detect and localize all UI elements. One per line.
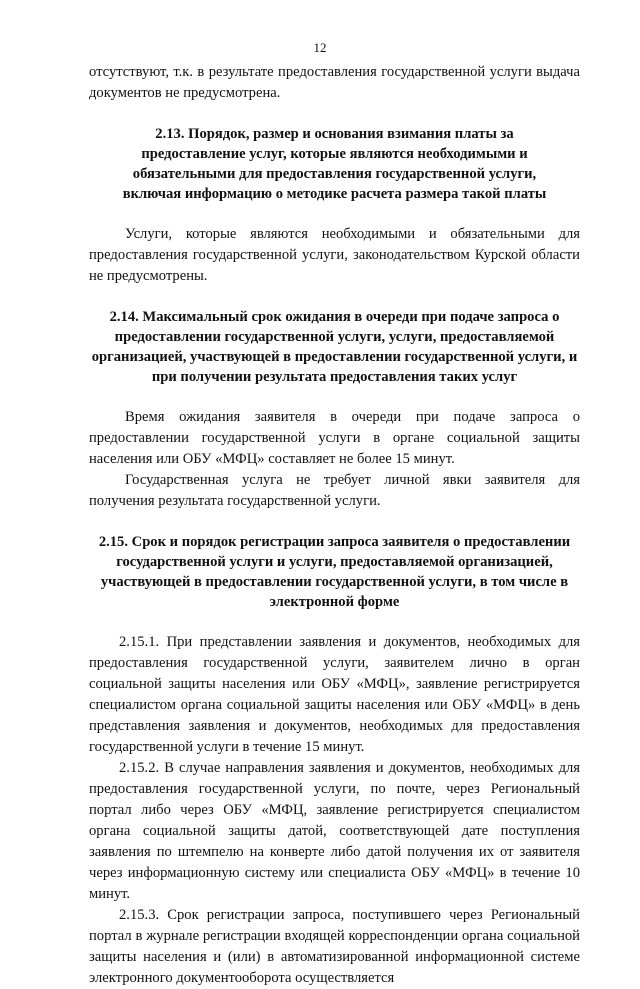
paragraph-2-14-a: Время ожидания заявителя в очереди при подаче запроса о предоставлении государственной услуги в органе социальной защиты населения или ОБУ «МФЦ» составляет не более 15 минут.	[89, 409, 580, 467]
heading-2-13: 2.13. Порядок, размер и основания взимания платы за предоставление услуг, которые являются необходимыми и обязательными для предоставления государственной услуги, включая информацию о методике расчета размера такой платы	[122, 126, 547, 202]
heading-2-14: 2.14. Максимальный срок ожидания в очереди при подаче запроса о предоставлении государственной услуги, услуги, предоставляемой организацией, участвующей в предоставлении государственной услуги, и при получении результата предоставления таких услуг	[91, 309, 578, 385]
heading-2-15: 2.15. Срок и порядок регистрации запроса заявителя о предоставлении государственной услуги и услуги, предоставляемой организацией, участвующей в предоставлении государственной услуги, в том числе в электронной форме	[98, 534, 571, 610]
paragraph-2-14-b: Государственная услуга не требует личной явки заявителя для получения результата государственной услуги.	[89, 472, 580, 509]
paragraph-2-13: Услуги, которые являются необходимыми и обязательными для предоставления государственной услуги, законодательством Курской области не предусмотрены.	[89, 226, 580, 284]
page-number: 12	[313, 40, 327, 55]
intro-paragraph: отсутствуют, т.к. в результате предоставления государственной услуги выдача документов не предусмотрена.	[89, 64, 580, 101]
document-body	[89, 62, 580, 989]
paragraph-2-15-3: 2.15.3. Срок регистрации запроса, поступившего через Региональный портал в журнале регистрации входящей корреспонденции органа социальной защиты населения и (или) в автоматизированной информационной системе электронного документооборота осуществляется	[89, 907, 580, 986]
paragraph-2-15-2: 2.15.2. В случае направления заявления и документов, необходимых для предоставления государственной услуги, по почте, через Региональный портал либо через ОБУ «МФЦ, заявление регистрируется специалистом органа социальной защиты датой, соответствующей дате поступления заявления по штемпелю на конверте либо датой получения их от заявителя через информационную систему или специалиста ОБУ «МФЦ» в течение 10 минут.	[89, 760, 580, 902]
paragraph-2-15-1: 2.15.1. При представлении заявления и документов, необходимых для предоставления государственной услуги, заявителем лично в орган социальной защиты населения или ОБУ «МФЦ», заявление регистрируется специалистом органа социальной защиты населения или ОБУ «МФЦ» в день представления заявления и документов, необходимых для предоставления государственной услуги в течение 15 минут.	[89, 634, 580, 755]
